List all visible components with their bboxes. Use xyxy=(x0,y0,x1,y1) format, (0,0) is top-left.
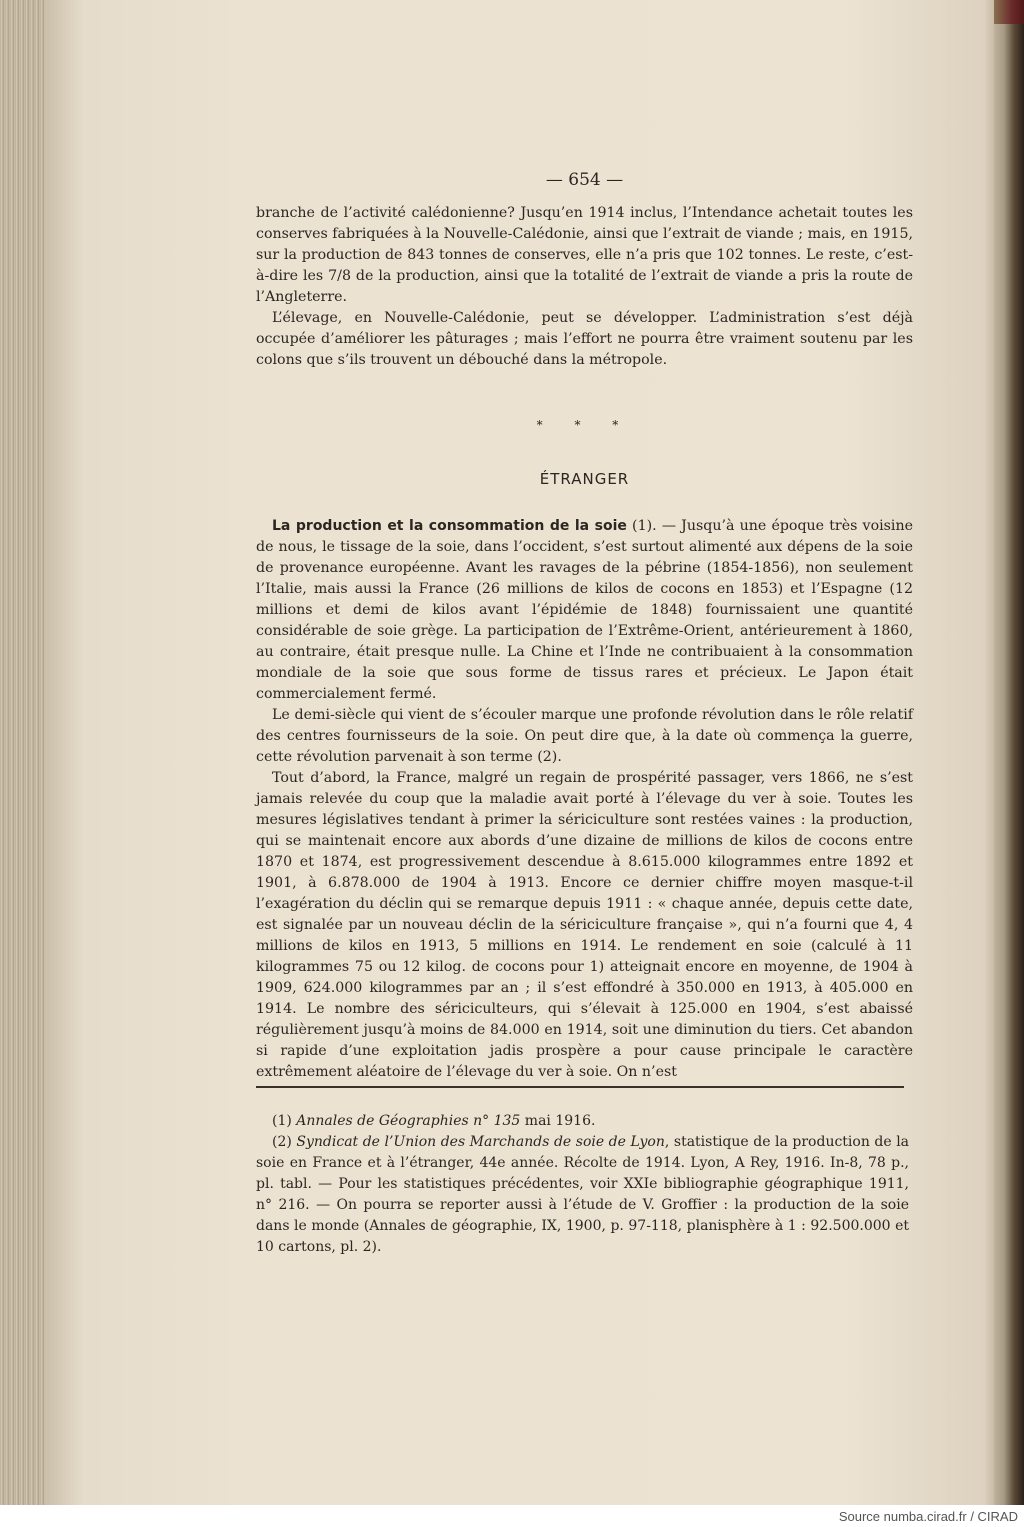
footnote-number: (2) xyxy=(272,1134,297,1150)
footnote-title: Syndicat de l’Union des Marchands de soie de Lyon xyxy=(296,1134,665,1150)
paragraph: branche de l’activité calédonienne? Jusqu’en 1914 inclus, l’Intendance achetait toutes les conserves fabriquées à la Nouvelle-Calédonie, ainsi que l’extrait de viande ; mais, en 1915, sur la production de 843 tonnes de conserves, elle n’a pris que 102 tonnes. Le reste, c’est-à-dire les 7/8 de la production, ainsi que la totalité de l’extrait de viande a pris la route de l’Angleterre. xyxy=(256,205,913,305)
bookmark-ribbon xyxy=(994,0,1024,24)
section-title: ÉTRANGER xyxy=(539,470,630,488)
paragraph: Le demi-siècle qui vient de s’écouler marque une profonde révolution dans le rôle relatif des centres fournisseurs de la soie. On peut dire que, à la date où commença la guerre, cette révolution parvenait à son terme (2). xyxy=(256,707,913,765)
paragraph: Tout d’abord, la France, malgré un regain de prospérité passager, vers 1866, ne s’est jamais relevée du coup que la maladie avait porté à l’élevage du ver à soie. Toutes les mesures législatives tendant à primer la sériciculture sont restées vaines : la production, qui se maintenait encore aux abords d’une dizaine de millions de kilos de cocons entre 1870 et 1874, est progressivement descendue à 8.615.000 kilogrammes entre 1892 et 1901, à 6.878.000 de 1904 à 1913. Encore ce dernier chiffre moyen masque-t-il l’exagération du déclin qui se remarque depuis 1911 : « chaque année, depuis cette date, est signalée par un nouveau déclin de la sériciculture française », qui n’a fourni que 4, 4 millions de kilos en 1913, 5 millions en 1914. Le rendement en soie (calculé à 11 kilogrammes 75 ou 12 kilog. de cocons pour 1) atteignait encore en moyenne, de 1904 à 1909, 624.000 kilogrammes par an ; il s’est effondré à 350.000 en 1913, à 405.000 en 1914. Le nombre des sériciculteurs, qui s’élevait à 125.000 en 1904, s’est abaissé régulièrement jusqu’à moins de 84.000 en 1914, soit une diminution du tiers. Cet abandon si rapide d’une exploitation jadis prospère a pour cause principale le caractère extrêmement aléatoire de l’élevage du ver à soie. On n’est xyxy=(256,770,913,1080)
footnotes xyxy=(256,1111,909,1258)
footnote-number: (1) xyxy=(272,1113,297,1129)
source-credit: Source numba.cirad.fr / CIRAD xyxy=(838,1509,1018,1524)
section-separator: * * * xyxy=(536,418,633,432)
footnote xyxy=(256,1111,909,1132)
footnote xyxy=(256,1132,909,1258)
footnote-title: Annales de Géographies n° 135 xyxy=(296,1113,521,1129)
footnote-rule xyxy=(256,1086,904,1088)
book-binding-edge xyxy=(994,0,1024,1505)
paragraph: L’élevage, en Nouvelle-Calédonie, peut se développer. L’administration s’est déjà occupée d’améliorer les pâturages ; mais l’effort ne pourra être vraiment soutenu par les colons que s’ils trouvent un débouché dans la métropole. xyxy=(256,310,913,368)
page-number: — 654 — xyxy=(545,170,624,190)
lead-paragraph xyxy=(256,516,913,705)
source-footer xyxy=(0,1505,1024,1527)
lead-heading: La production et la consommation de la soie xyxy=(272,518,627,534)
footnote-text: , statistique de la production de la soie en France et à l’étranger, 44e année. Récolte de 1914. Lyon, A Rey, 1916. In-8, 78 p., pl. tabl. — Pour les statistiques précédentes, voir XXIe bibliographie géographique 1911, n° 216. — On pourra se reporter aussi à l’étude de V. Groffier : la production de la soie dans le monde (Annales de géographie, IX, 1900, p. 97-118, planisphère à 1 : 92.500.000 et 10 cartons, pl. 2). xyxy=(256,1134,910,1255)
page-body xyxy=(256,170,913,1083)
footnote-text: mai 1916. xyxy=(520,1113,596,1129)
book-page-edges xyxy=(0,0,44,1505)
lead-text: (1). — Jusqu’à une époque très voisine de nous, le tissage de la soie, dans l’occident, s’est surtout alimenté aux dépens de la soie de provenance européenne. Avant les ravages de la pébrine (1854-1856), non seulement l’Italie, mais aussi la France (26 millions de kilos de cocons en 1853) et l’Espagne (12 millions et demi de kilos avant l’épidémie de 1848) fournissaient une quantité considérable de soie grège. La participation de l’Extrême-Orient, antérieurement à 1860, au contraire, était presque nulle. La Chine et l’Inde ne contribuaient à la consommation mondiale de la soie que sous forme de tissus rares et précieux. Le Japon était commercialement fermé. xyxy=(256,518,913,702)
